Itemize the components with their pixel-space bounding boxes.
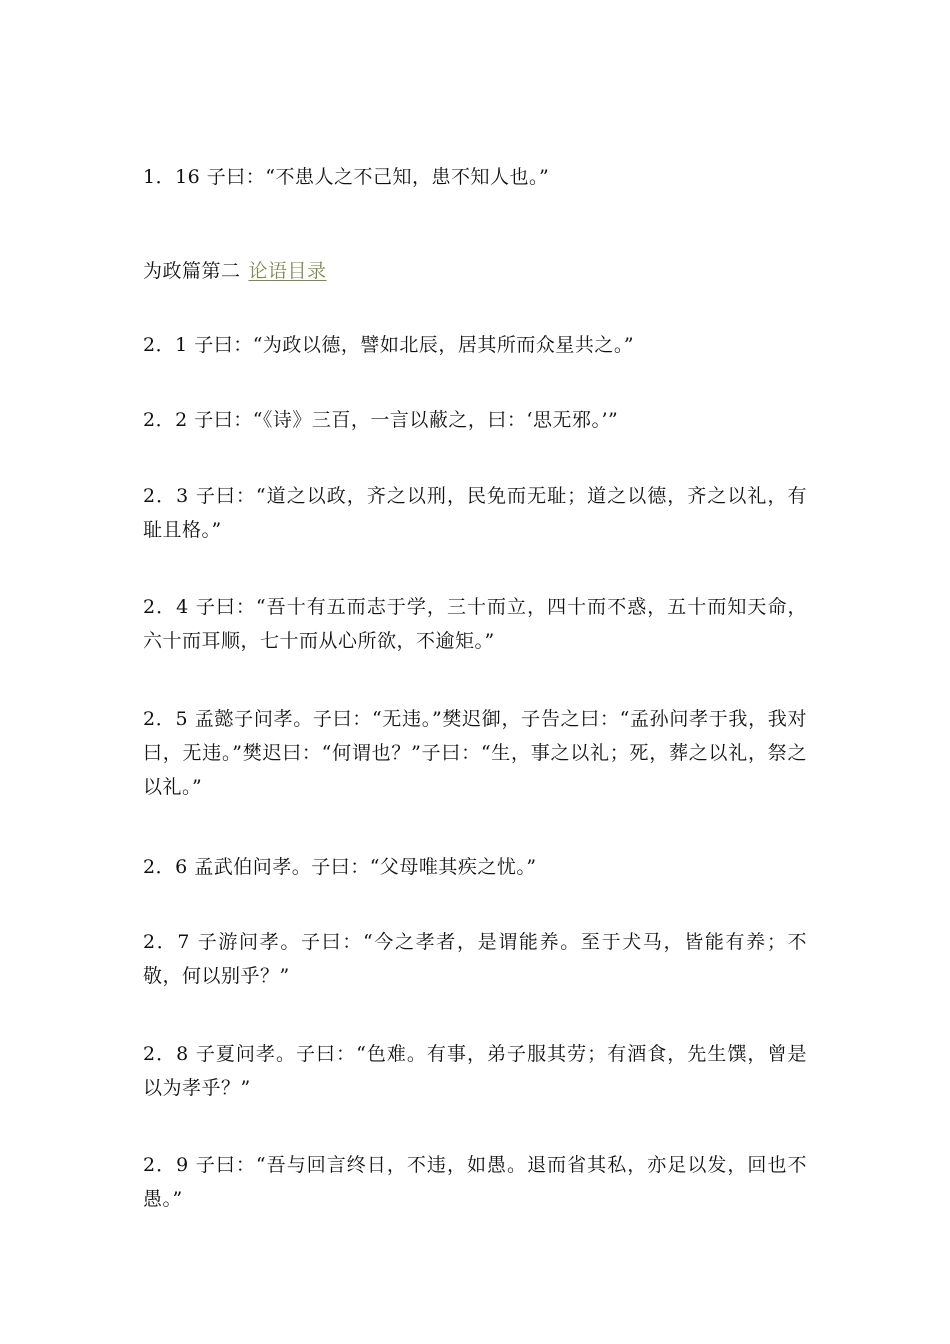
toc-link[interactable]: 论语目录 [248, 260, 327, 282]
entry-1-16: 1．16 子曰：“不患人之不己知，患不知人也。” [143, 166, 550, 188]
entry-2-3: 2．3 子曰：“道之以政，齐之以刑，民免而无耻；道之以德，齐之以礼，有耻且格。” [143, 485, 807, 541]
entry-2-4: 2．4 子曰：“吾十有五而志于学，三十而立，四十而不惑，五十而知天命，六十而耳顺，七十而从心所欲，不逾矩。” [143, 596, 807, 652]
entry-2-5: 2．5 孟懿子问孝。子曰：“无违。”樊迟御，子告之曰：“孟孙问孝于我，我对曰，无违。”樊迟曰：“何谓也？”子曰：“生，事之以礼；死，葬之以礼，祭之以礼。” [143, 708, 807, 798]
entry-2-6: 2．6 孟武伯问孝。子曰：“父母唯其疾之忧。” [143, 856, 537, 878]
entry-2-7: 2．7 子游问孝。子曰：“今之孝者，是谓能养。至于犬马，皆能有养；不敬，何以别乎？” [143, 931, 807, 987]
entry-2-2: 2．2 子曰：“《诗》三百，一言以蔽之，曰：‘思无邪。’” [143, 409, 619, 431]
entry-2-9: 2．9 子曰：“吾与回言终日，不违，如愚。退而省其私，亦足以发，回也不愚。” [143, 1154, 807, 1210]
entry-2-8: 2．8 子夏问孝。子曰：“色难。有事，弟子服其劳；有酒食，先生馔，曾是以为孝乎？” [143, 1043, 807, 1099]
section-heading [143, 254, 807, 288]
section-title: 为政篇第二 [143, 260, 241, 282]
entry-2-1: 2．1 子曰：“为政以德，譬如北辰，居其所而众星共之。” [143, 334, 635, 356]
